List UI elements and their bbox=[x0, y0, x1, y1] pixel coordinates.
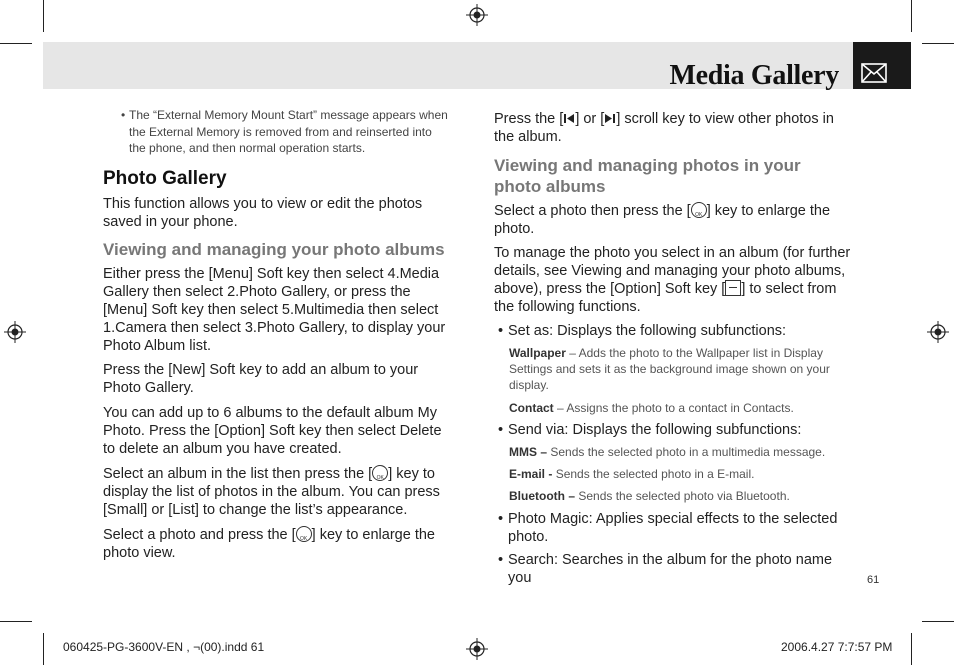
registration-mark-icon bbox=[466, 4, 488, 26]
crop-mark bbox=[911, 633, 912, 665]
sub-item-desc: Assigns the photo to a contact in Contacts. bbox=[566, 401, 794, 415]
text-segment: Select an album in the list then press the [ bbox=[103, 465, 373, 482]
paragraph: Press the [New] Soft key to add an album to your Photo Gallery. bbox=[103, 361, 419, 396]
bullet: • bbox=[498, 323, 504, 339]
subheading: Viewing and managing your photo albums bbox=[103, 239, 445, 259]
bullet: • bbox=[498, 511, 504, 527]
footer-file-info: 060425-PG-3600V-EN , ¬(00).indd 61 bbox=[63, 640, 265, 654]
paragraph bbox=[494, 244, 852, 316]
section-title: Photo Gallery bbox=[103, 167, 227, 189]
text-segment: ] key to enlarge the photo. bbox=[494, 203, 831, 237]
note-text: The “External Memory Mount Start” message appears when the External Memory is removed from and reinserted into the phone, and then normal operation starts. bbox=[129, 108, 448, 155]
crop-mark bbox=[922, 621, 954, 622]
sub-item-term: Wallpaper bbox=[509, 346, 566, 360]
sub-item-desc: Sends the selected photo via Bluetooth. bbox=[578, 489, 790, 503]
list-item bbox=[494, 551, 852, 587]
crop-mark bbox=[911, 0, 912, 32]
page-title: Media Gallery bbox=[669, 60, 839, 91]
ok-key-icon bbox=[372, 465, 388, 481]
sub-item bbox=[494, 444, 852, 460]
previous-key-icon bbox=[563, 113, 575, 124]
paragraph bbox=[103, 526, 449, 562]
subheading: Viewing and managing photos in your photo albums bbox=[494, 156, 801, 196]
bullet: • bbox=[498, 552, 504, 568]
crop-mark bbox=[0, 43, 32, 44]
sub-item-desc: Adds the photo to the Wallpaper list in Display Settings and sets it as the background image shown on your display. bbox=[509, 346, 830, 392]
separator: – bbox=[565, 346, 579, 360]
crop-mark bbox=[43, 0, 44, 32]
text-segment: ] scroll key to view other photos in the album. bbox=[494, 111, 834, 145]
paragraph bbox=[494, 110, 852, 146]
page-number: 61 bbox=[867, 574, 880, 586]
list-item bbox=[494, 322, 852, 340]
paragraph bbox=[103, 465, 449, 519]
ok-key-icon bbox=[296, 526, 312, 542]
sub-item-desc: Sends the selected photo in a E-mail. bbox=[555, 467, 755, 481]
left-column bbox=[103, 107, 449, 562]
text-segment: Select a photo and press the [ bbox=[103, 526, 296, 543]
text-segment: To manage the photo you select in an album (for further details, see Viewing and managing your photo albums, above), press the [Option] Soft key [ bbox=[494, 245, 851, 297]
separator: – bbox=[553, 401, 567, 415]
registration-mark-icon bbox=[927, 321, 949, 343]
ok-key-icon bbox=[691, 202, 707, 218]
envelope-icon bbox=[861, 63, 887, 83]
list-item-text: Photo Magic: Applies special effects to the selected photo. bbox=[508, 511, 838, 545]
crop-mark bbox=[922, 43, 954, 44]
text-segment: ] or [ bbox=[575, 111, 605, 127]
note bbox=[121, 107, 449, 157]
text-segment: Press the [ bbox=[494, 111, 564, 127]
option-softkey-icon bbox=[725, 280, 741, 296]
paragraph: Either press the [Menu] Soft key then select 4.Media Gallery then select 2.Photo Gallery, or press the [Menu] Soft key then select 5.Multimedia then select 1.Camera then select 3.Photo Gallery, to display your Photo Album list. bbox=[103, 265, 446, 354]
sub-item-term: Bluetooth – bbox=[509, 489, 575, 503]
paragraph bbox=[494, 202, 852, 238]
text-segment: ] key to enlarge the photo view. bbox=[103, 526, 435, 561]
list-item-text: Set as: Displays the following subfunctions: bbox=[508, 323, 787, 339]
list-item-text: Send via: Displays the following subfunctions: bbox=[508, 422, 802, 438]
crop-mark bbox=[43, 633, 44, 665]
next-key-icon bbox=[604, 113, 616, 124]
bullet: • bbox=[498, 422, 504, 438]
registration-mark-icon bbox=[4, 321, 26, 343]
sub-item bbox=[494, 488, 852, 504]
list-item-text: Search: Searches in the album for the photo name you bbox=[508, 552, 833, 586]
text-segment: ] to select from the following functions. bbox=[494, 281, 837, 315]
list-item bbox=[494, 421, 852, 439]
bullet: • bbox=[121, 108, 126, 122]
sub-item bbox=[494, 466, 852, 482]
text-segment: Select a photo then press the [ bbox=[494, 203, 691, 219]
sub-item bbox=[494, 345, 852, 393]
sub-item-term: MMS – bbox=[509, 445, 548, 459]
right-column bbox=[494, 110, 852, 587]
sub-item-desc: Sends the selected photo in a multimedia message. bbox=[550, 445, 826, 459]
registration-mark-icon bbox=[466, 638, 488, 660]
list-item bbox=[494, 510, 852, 546]
sub-item-term: E-mail - bbox=[509, 467, 553, 481]
footer-timestamp: 2006.4.27 7:7:57 PM bbox=[781, 640, 893, 654]
paragraph: You can add up to 6 albums to the default album My Photo. Press the [Option] Soft key then select Delete to delete an album you have created. bbox=[103, 404, 442, 457]
sub-item bbox=[494, 400, 852, 416]
text-segment: ] key to display the list of photos in the album. You can press [Small] or [List] to change the list’s appearance. bbox=[103, 465, 440, 518]
crop-mark bbox=[0, 621, 32, 622]
intro-paragraph: This function allows you to view or edit the photos saved in your phone. bbox=[103, 195, 423, 230]
sub-item-term: Contact bbox=[509, 401, 554, 415]
